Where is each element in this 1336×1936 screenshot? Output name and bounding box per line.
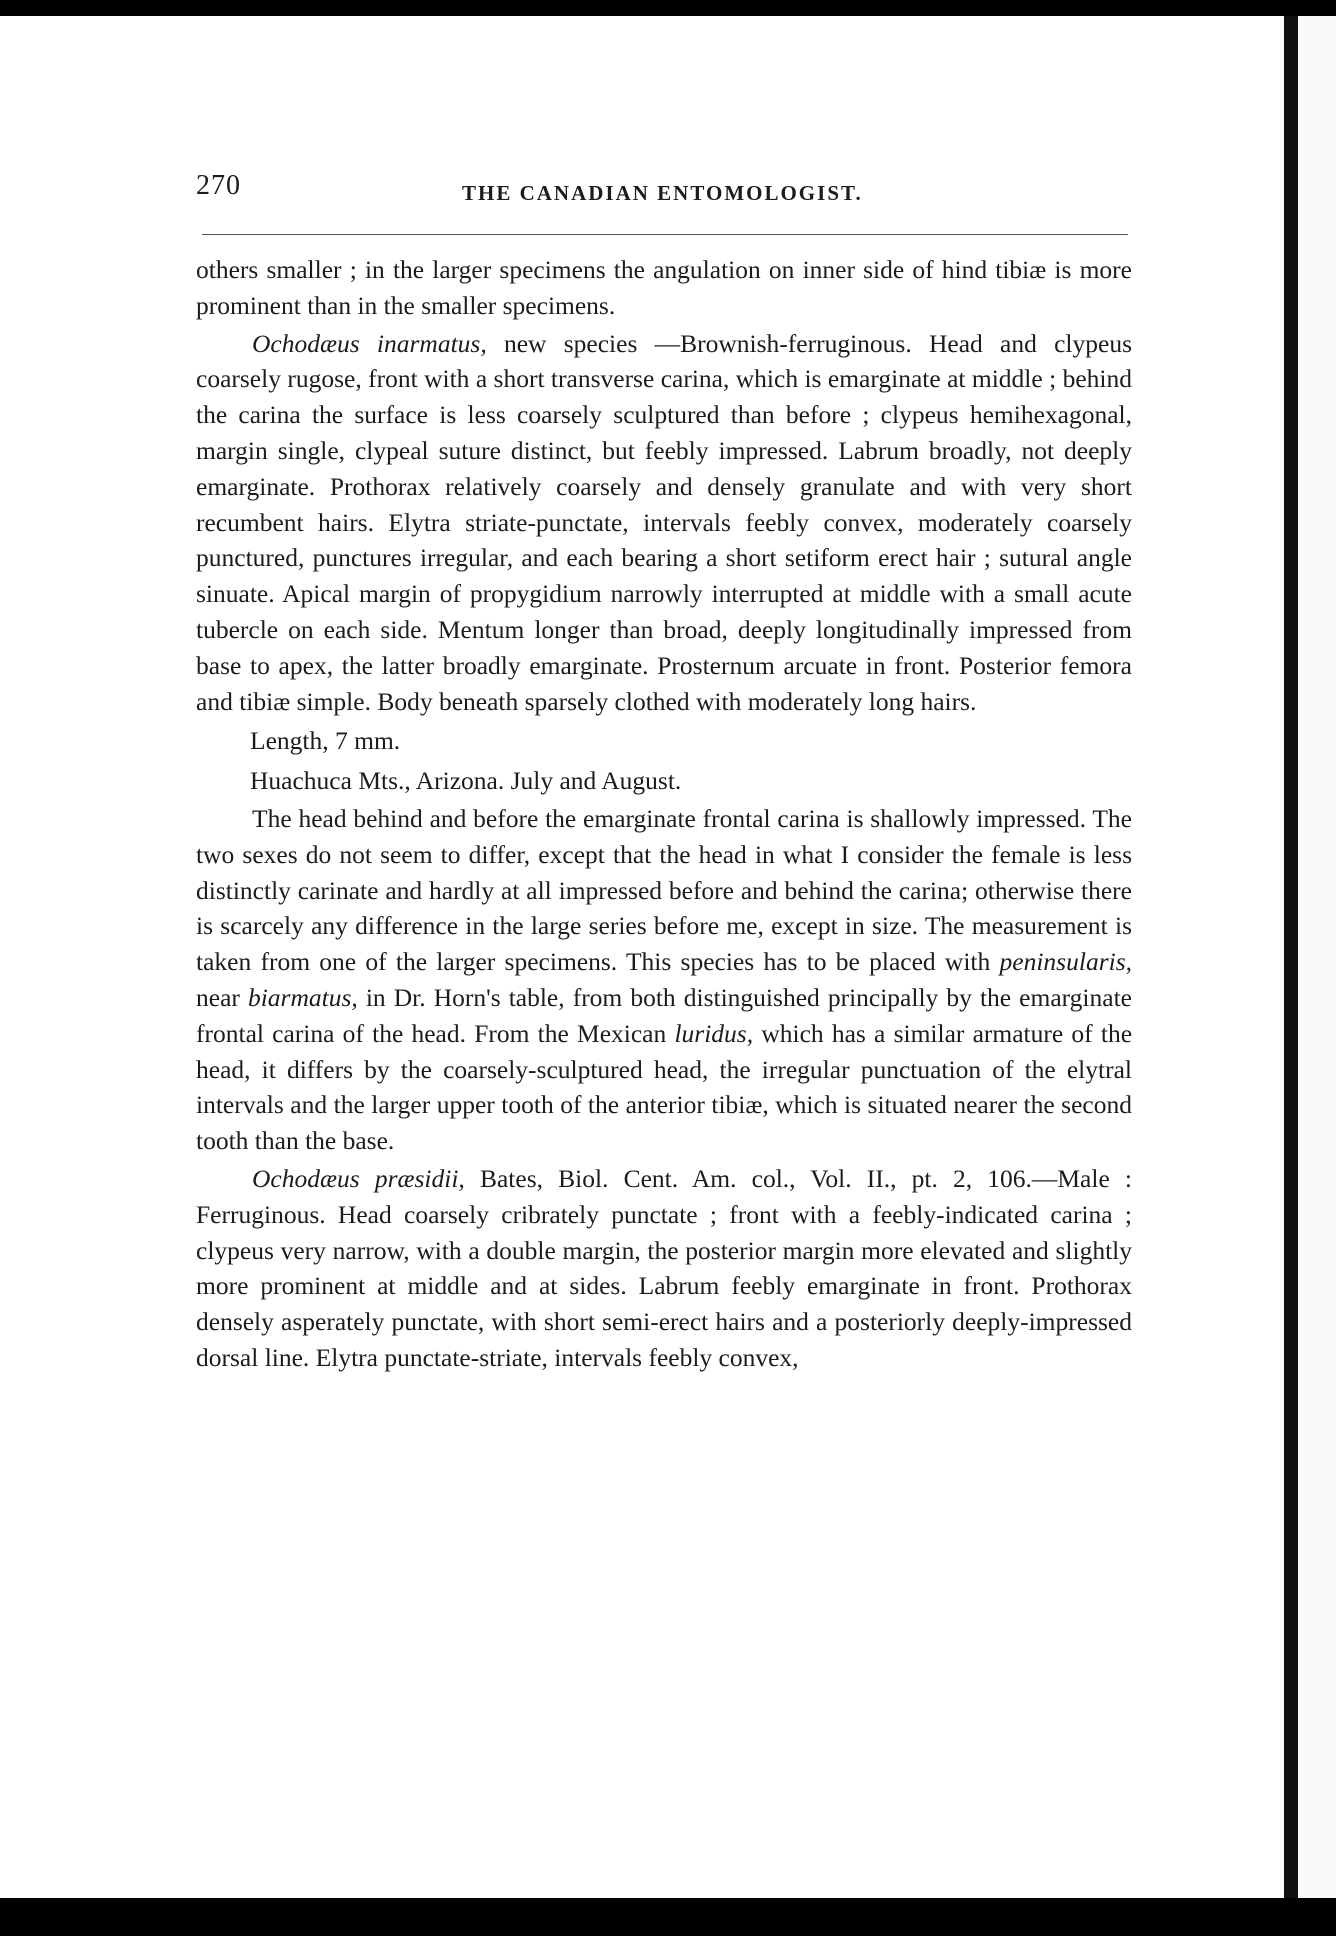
species-name: peninsularis, [999,947,1132,977]
page-body [196,252,1132,1378]
paragraph-text: Bates, Biol. Cent. Am. col., Vol. II., pt. 2, 106.—Male : Ferruginous. Head coarsely cribrately punctate ; front with a feebly-indicated carina ; clypeus very narrow, with a double margin, the posterior margin more elevated and slightly more prominent at middle and at sides. Labrum feebly emarginate in front. Prothorax densely asperately punctate, with short semi-erect hairs and a posteriorly deeply-impressed dorsal line. Elytra punctate-striate, intervals feebly convex, [196,1163,1132,1372]
paragraph-text: new species —Brownish-ferruginous. Head and clypeus coarsely rugose, front with a short transverse carina, which is emarginate at middle ; behind the carina the surface is less coarsely sculptured than before ; clypeus hemihexagonal, margin single, clypeal suture distinct, but feebly impressed. Labrum broadly, not deeply emarginate. Prothorax relatively coarsely and densely granulate and with very short recumbent hairs. Elytra striate-punctate, intervals feebly convex, moderately coarsely punctured, punctures irregular, and each bearing a short setiform erect hair ; sutural angle sinuate. Apical margin of propygidium narrowly interrupted at middle with a small acute tubercle on each side. Mentum longer than broad, deeply longitudinally impressed from base to apex, the latter broadly emarginate. Prosternum arcuate in front. Posterior femora and tibiæ simple. Body beneath sparsely clothed with moderately long hairs. [196,328,1132,716]
page-header [196,160,1132,220]
scan-border-right [1284,16,1298,1898]
paragraph-text: which has a similar armature of the head, it differs by the coarsely-sculptured head, the irregular punctuation of the elytral intervals and the larger upper tooth of the anterior tibiæ, which is situated nearer the second tooth than the base. [196,1018,1133,1156]
species-description-inarmatus [196,326,1132,720]
remarks-paragraph [196,801,1132,1159]
page-number: 270 [196,170,241,201]
species-name: biarmatus, [247,982,358,1012]
locality-line [196,763,1132,799]
paragraph-text: near [196,982,248,1012]
paragraph-continuation [196,252,1132,324]
running-title: THE CANADIAN ENTOMOLOGIST. [462,181,863,205]
scan-border-bottom [0,1898,1336,1936]
length-line [196,723,1132,759]
species-name: luridus, [674,1018,754,1048]
species-name: Ochodæus inarmatus, [252,328,487,358]
scan-margin-right [1298,16,1336,1898]
length-text: Length, 7 mm. [250,726,401,756]
header-rule [202,234,1128,235]
paragraph-text: others smaller ; in the larger specimens the angulation on inner side of hind tibiæ is more prominent than in the smaller specimens. [196,255,1132,320]
locality-text: Huachuca Mts., Arizona. July and August. [250,766,682,796]
paragraph-text: in Dr. Horn's table, from both distinguished principally by the emarginate frontal carina of the head. From the Mexican [196,982,1132,1048]
paragraph-text: The head behind and before the emarginate frontal carina is shallowly impressed. The two sexes do not seem to differ, except that the head in what I consider the female is less distinctly carinate and hardly at all impressed before and behind the carina; otherwise there is scarcely any difference in the large series before me, except in size. The measurement is taken from one of the larger specimens. This species has to be placed with [196,803,1132,977]
species-name: Ochodæus præsidii, [252,1163,465,1193]
scan-border-top [0,0,1336,16]
species-description-praesidii [196,1161,1132,1376]
